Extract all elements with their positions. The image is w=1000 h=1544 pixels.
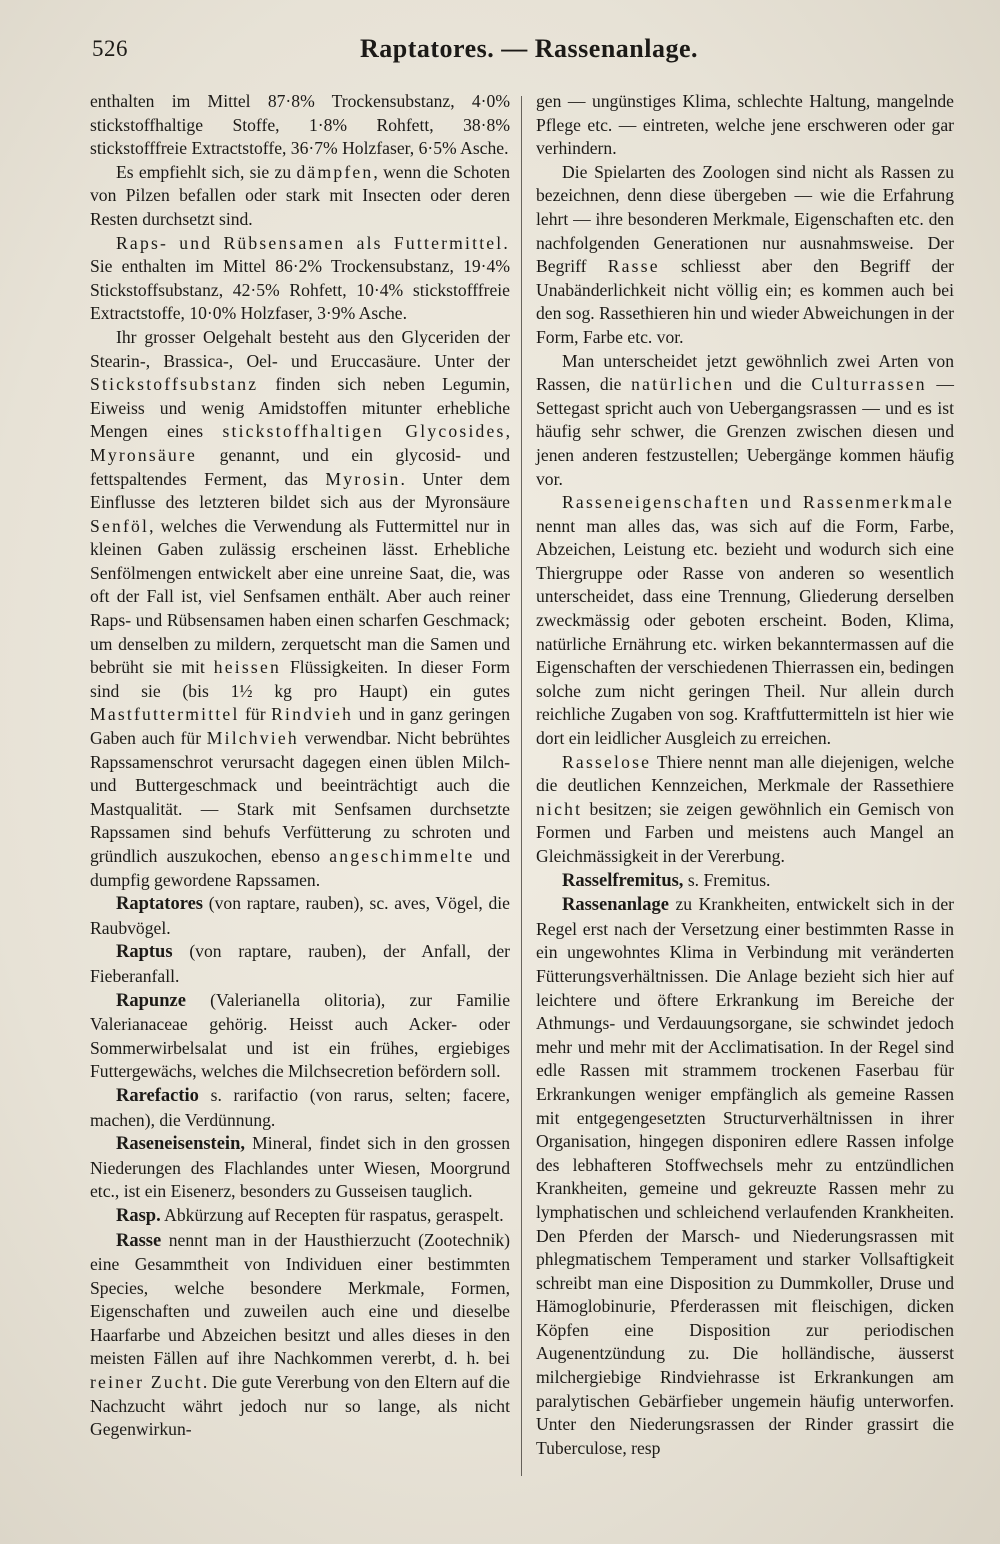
text: — Settegast spricht auch von Uebergangsrassen — und es ist häufig sehr schwer, die Grenzen zwischen diesen und jenen anderen festzustellen; Uebergänge kommen häufig vor. — [536, 374, 954, 489]
entry-text: (Valerianella olitoria), zur Familie Valerianaceae gehörig. Heisst auch Acker- oder Sommerwirbelsalat und ist ein frühes, ergiebiges Futtergewächs, welches die Milchsecretion befördern soll. — [90, 989, 510, 1082]
entry-text: Abkürzung auf Recepten für raspatus, geraspelt. — [160, 1204, 504, 1225]
spaced-emphasis: Stickstoffsubstanz — [90, 374, 259, 395]
page-number: 526 — [92, 36, 128, 61]
spaced-emphasis: heissen — [213, 657, 281, 678]
text: Man unterscheidet jetzt gewöhnlich zwei Arten von Rassen, die — [536, 350, 954, 395]
running-title: Raptatores. — Rassenanlage. — [360, 34, 699, 63]
entry-headword: Rasselfremitus, — [562, 870, 684, 891]
text: und in ganz geringen Gaben auch für — [90, 704, 511, 749]
text: und dumpfig gewordene Rapssamen. — [90, 846, 510, 890]
dictionary-entry — [90, 1229, 510, 1442]
entry-text: (von raptare, rauben), sc. aves, Vögel, die Raubvögel. — [90, 893, 510, 938]
text: Ihr grosser Oelgehalt besteht aus den Glyceriden der Stearin-, Brassica-, Oel- und Eruccasäure. Unter der — [90, 326, 510, 371]
spaced-emphasis: Rasse — [607, 256, 660, 277]
entry-headword: Raptatores — [116, 894, 204, 915]
spaced-emphasis: Rindvieh — [271, 704, 354, 725]
entry-text: Mineral, findet sich in den grossen Niederungen des Flachlandes unter Wiesen, Moorgrund etc., ist ein Eisenerz, besonders zu Gusseisen tauglich. — [90, 1133, 510, 1202]
entry-text: (von raptare, rauben), der Anfall, der Fieberanfall. — [90, 941, 510, 986]
text: gen — ungünstiges Klima, schlechte Haltung, mangelnde Pflege etc. — eintreten, welche jene erschweren oder gar verhindern. — [536, 91, 954, 159]
entry-text: s. Fremitus. — [683, 869, 771, 890]
entry-headword: Rassenanlage — [562, 895, 669, 916]
spaced-emphasis: Myronsäure — [90, 444, 198, 465]
entry-text: . Die gute Vererbung von den Eltern auf die Nachzucht währt jedoch nur so lange, als nicht Gegenwirkun- — [90, 1372, 510, 1440]
dictionary-entry — [90, 940, 510, 988]
entry-headword: Rarefactio — [116, 1085, 199, 1106]
spaced-emphasis: Mastfuttermittel — [90, 704, 240, 725]
entry-text: s. rarifactio (von rarus, selten; facere, machen), die Verdünnung. — [90, 1084, 510, 1130]
spaced-emphasis: Senföl — [90, 515, 150, 536]
text: schliesst aber den Begriff der Unabänderlichkeit nicht völlig ein; es kommen auch bei den sog. Rassethieren hin und wieder Abweichungen in der Form, Farbe etc. vor. — [536, 256, 955, 347]
left-column — [90, 90, 510, 1442]
section-heading: Raps- und Rübsensamen als Futtermittel. — [116, 232, 510, 253]
paragraph — [90, 232, 510, 326]
text: besitzen; sie zeigen gewöhnlich ein Gemisch von Formen und Farben und meistens auch Mangel an Gleichmässigkeit in der Vererbung. — [536, 798, 954, 866]
spaced-emphasis: nicht — [536, 798, 583, 819]
paragraph — [90, 90, 510, 161]
text: Flüssigkeiten. In dieser Form sind sie (bis 1½ kg pro Haupt) ein gutes — [90, 657, 510, 701]
text: . Unter dem Einflusse des letzteren bildet sich aus der Myronsäure — [90, 468, 510, 513]
right-column — [536, 90, 954, 1460]
dictionary-entry — [90, 892, 510, 940]
paragraph — [536, 161, 954, 350]
text: Es empfiehlt sich, sie zu — [116, 161, 297, 182]
dictionary-entry — [90, 1084, 510, 1132]
text: für — [239, 704, 272, 725]
spaced-emphasis: angeschimmelte — [329, 846, 475, 866]
paragraph — [536, 90, 954, 161]
entry-headword: Rapunze — [116, 990, 186, 1011]
spaced-emphasis: stickstoffhaltigen Glycosides — [222, 421, 506, 442]
text: , — [505, 421, 510, 442]
paragraph — [536, 751, 954, 869]
text: verwendbar. Nicht bebrühtes Rapssamenschrot verursacht dagegen einen üblen Milch- und Buttergeschmack und beeinträchtigt auch die Mastqualität. — Stark mit Senfsamen durchsetzte Rapssamen sind behufs Verfütterung zu schroten und gründlich auszukochen, ebenso — [90, 728, 510, 866]
entry-headword: Raseneisenstein, — [116, 1134, 245, 1155]
dictionary-entry — [90, 1132, 510, 1204]
dictionary-entry — [90, 1204, 510, 1229]
spaced-emphasis: Rasselose — [562, 751, 652, 772]
dictionary-entry — [90, 989, 510, 1084]
spaced-emphasis: Milchvieh — [206, 728, 299, 749]
entry-headword: Raptus — [116, 942, 173, 963]
column-divider — [521, 96, 522, 1476]
paragraph — [536, 350, 954, 492]
spaced-emphasis: reiner Zucht — [90, 1372, 203, 1393]
dictionary-entry — [536, 893, 954, 1460]
text: enthalten im Mittel 87·8% Trockensubstanz, 4·0% stickstoffhaltige Stoffe, 1·8% Rohfett, 38·8% stickstofffreie Extractstoffe, 36·7% Holzfaser, 6·5% Asche. — [90, 91, 510, 159]
paragraph — [536, 491, 954, 751]
text: , wenn die Schoten von Pilzen befallen oder stark mit Insecten oder deren Resten durchsetzt sind. — [90, 161, 510, 229]
text: Thiere nennt man alle diejenigen, welche die deutlichen Kennzeichen, Merkmale der Rassethiere — [536, 751, 954, 796]
entry-headword: Rasse — [116, 1230, 162, 1251]
dictionary-entry — [536, 869, 954, 894]
entry-text: nennt man in der Hausthierzucht (Zootechnik) eine Gesammtheit von Individuen einer bestimmten Species, welche besondere Merkmale, Formen, Eigenschaften und zuweilen auch eine und dieselbe Haarfarbe und Abzeichen besitzt und alles dieses in den meisten Fällen auf ihre Nachkommen vererbt, d. h. bei — [90, 1229, 510, 1369]
text: genannt, und ein glycosid- und fettspaltendes Ferment, das — [90, 444, 510, 489]
text: finden sich neben Legumin, Eiweiss und wenig Amidstoffen mitunter erhebliche Mengen eines — [90, 374, 510, 442]
entry-headword: Rasp. — [116, 1205, 161, 1226]
spaced-emphasis: Rasseneigenschaften und Rassenmerkmale — [562, 492, 954, 513]
paragraph — [90, 326, 510, 892]
text: und die — [734, 374, 812, 395]
text: Die Spielarten des Zoologen sind nicht als Rassen zu bezeichnen, denn diese übergeben — wie die Erfahrung lehrt — ihre besonderen Merkmale, Eigenschaften etc. den nachfolgenden Generationen nur ausnahmsweise. Der Begriff — [536, 161, 954, 277]
spaced-emphasis: natürlichen — [631, 374, 735, 395]
paragraph — [90, 161, 510, 232]
text: , welches die Verwendung als Futtermittel nur in kleinen Gaben zulässig erscheinen lässt. Erhebliche Senfölmengen entwickelt aber eine unreine Saat, die, was oft der Fall ist, viel Senfsamen enthält. Aber auch reiner Raps- und Rübsensamen haben einen scharfen Geschmack; um denselben zu mildern, zerquetscht man die Samen und bebrüht sie mit — [90, 515, 510, 678]
spaced-emphasis: dämpfen — [296, 161, 374, 182]
spaced-emphasis: Myrosin — [325, 468, 401, 489]
text: nennt man alles das, was sich auf die Form, Farbe, Abzeichen, Leistung etc. bezieht und wodurch sich eine Thiergruppe oder Rasse von anderen so wesentlich unterscheidet, dass eine Trennung, Gliederung derselben zweckmässig oder geboten erscheint. Boden, Klima, natürliche Ernährung etc. wirken bekanntermassen auf die Eigenschaften der verschiedenen Thierrassen ein, bedingen solche zum nicht geringen Theil. Nur allein durch reichliche Zugaben von sog. Kraftfuttermitteln ist hier wie dort ein leidlicher Ausgleich zu erreichen. — [536, 515, 954, 749]
text: Sie enthalten im Mittel 86·2% Trockensubstanz, 19·4% Stickstoffsubstanz, 42·5% Rohfett, 10·4% stickstofffreie Extractstoffe, 10·0% Holzfaser, 3·9% Asche. — [90, 256, 510, 324]
spaced-emphasis: Culturrassen — [811, 374, 927, 395]
entry-text: zu Krankheiten, entwickelt sich in der Regel erst nach der Versetzung einer bestimmten Rasse in ein ungewohntes Klima in Verbindung mit veränderten Fütterungsverhältnissen. Die Anlage bezieht sich hier auf leichtere und öftere Erkrankung im Bereiche der Athmungs- und Verdauungsorgane, sie schwindet jedoch mehr und mehr mit der Acclimatisation. In der Regel sind edle Rassen mit strammem trockenen Faserbau für Erkrankungen weniger empfänglich als gemeine Rassen mit entgegengesetzten Structurverhältnissen in ihrer Organisation, hingegen disponiren edlere Rassen infolge des lebhafteren Stoffwechsels mehr zu entzündlichen Krankheiten, gemeine und gekreuzte Rassen mehr zu lymphatischen und schleichend verlaufenden Krankheiten. Den Pferden der Marsch- und Niederungsrassen mit phlegmatischem Temperament und starker Vollsaftigkeit schreibt man eine Disposition zu Dummkoller, Druse und Hämoglobinurie, Pferderassen mit fleischigen, dicken Köpfen eine Disposition zur periodischen Augenentzündung zu. Die holländische, äusserst milchergiebige Rindviehrasse ist Erkrankungen am paralytischen Gebärfieber ungemein häufig unterworfen. Unter den Niederungsrassen der Rinder grassirt die Tuberculose, resp — [536, 894, 954, 1458]
